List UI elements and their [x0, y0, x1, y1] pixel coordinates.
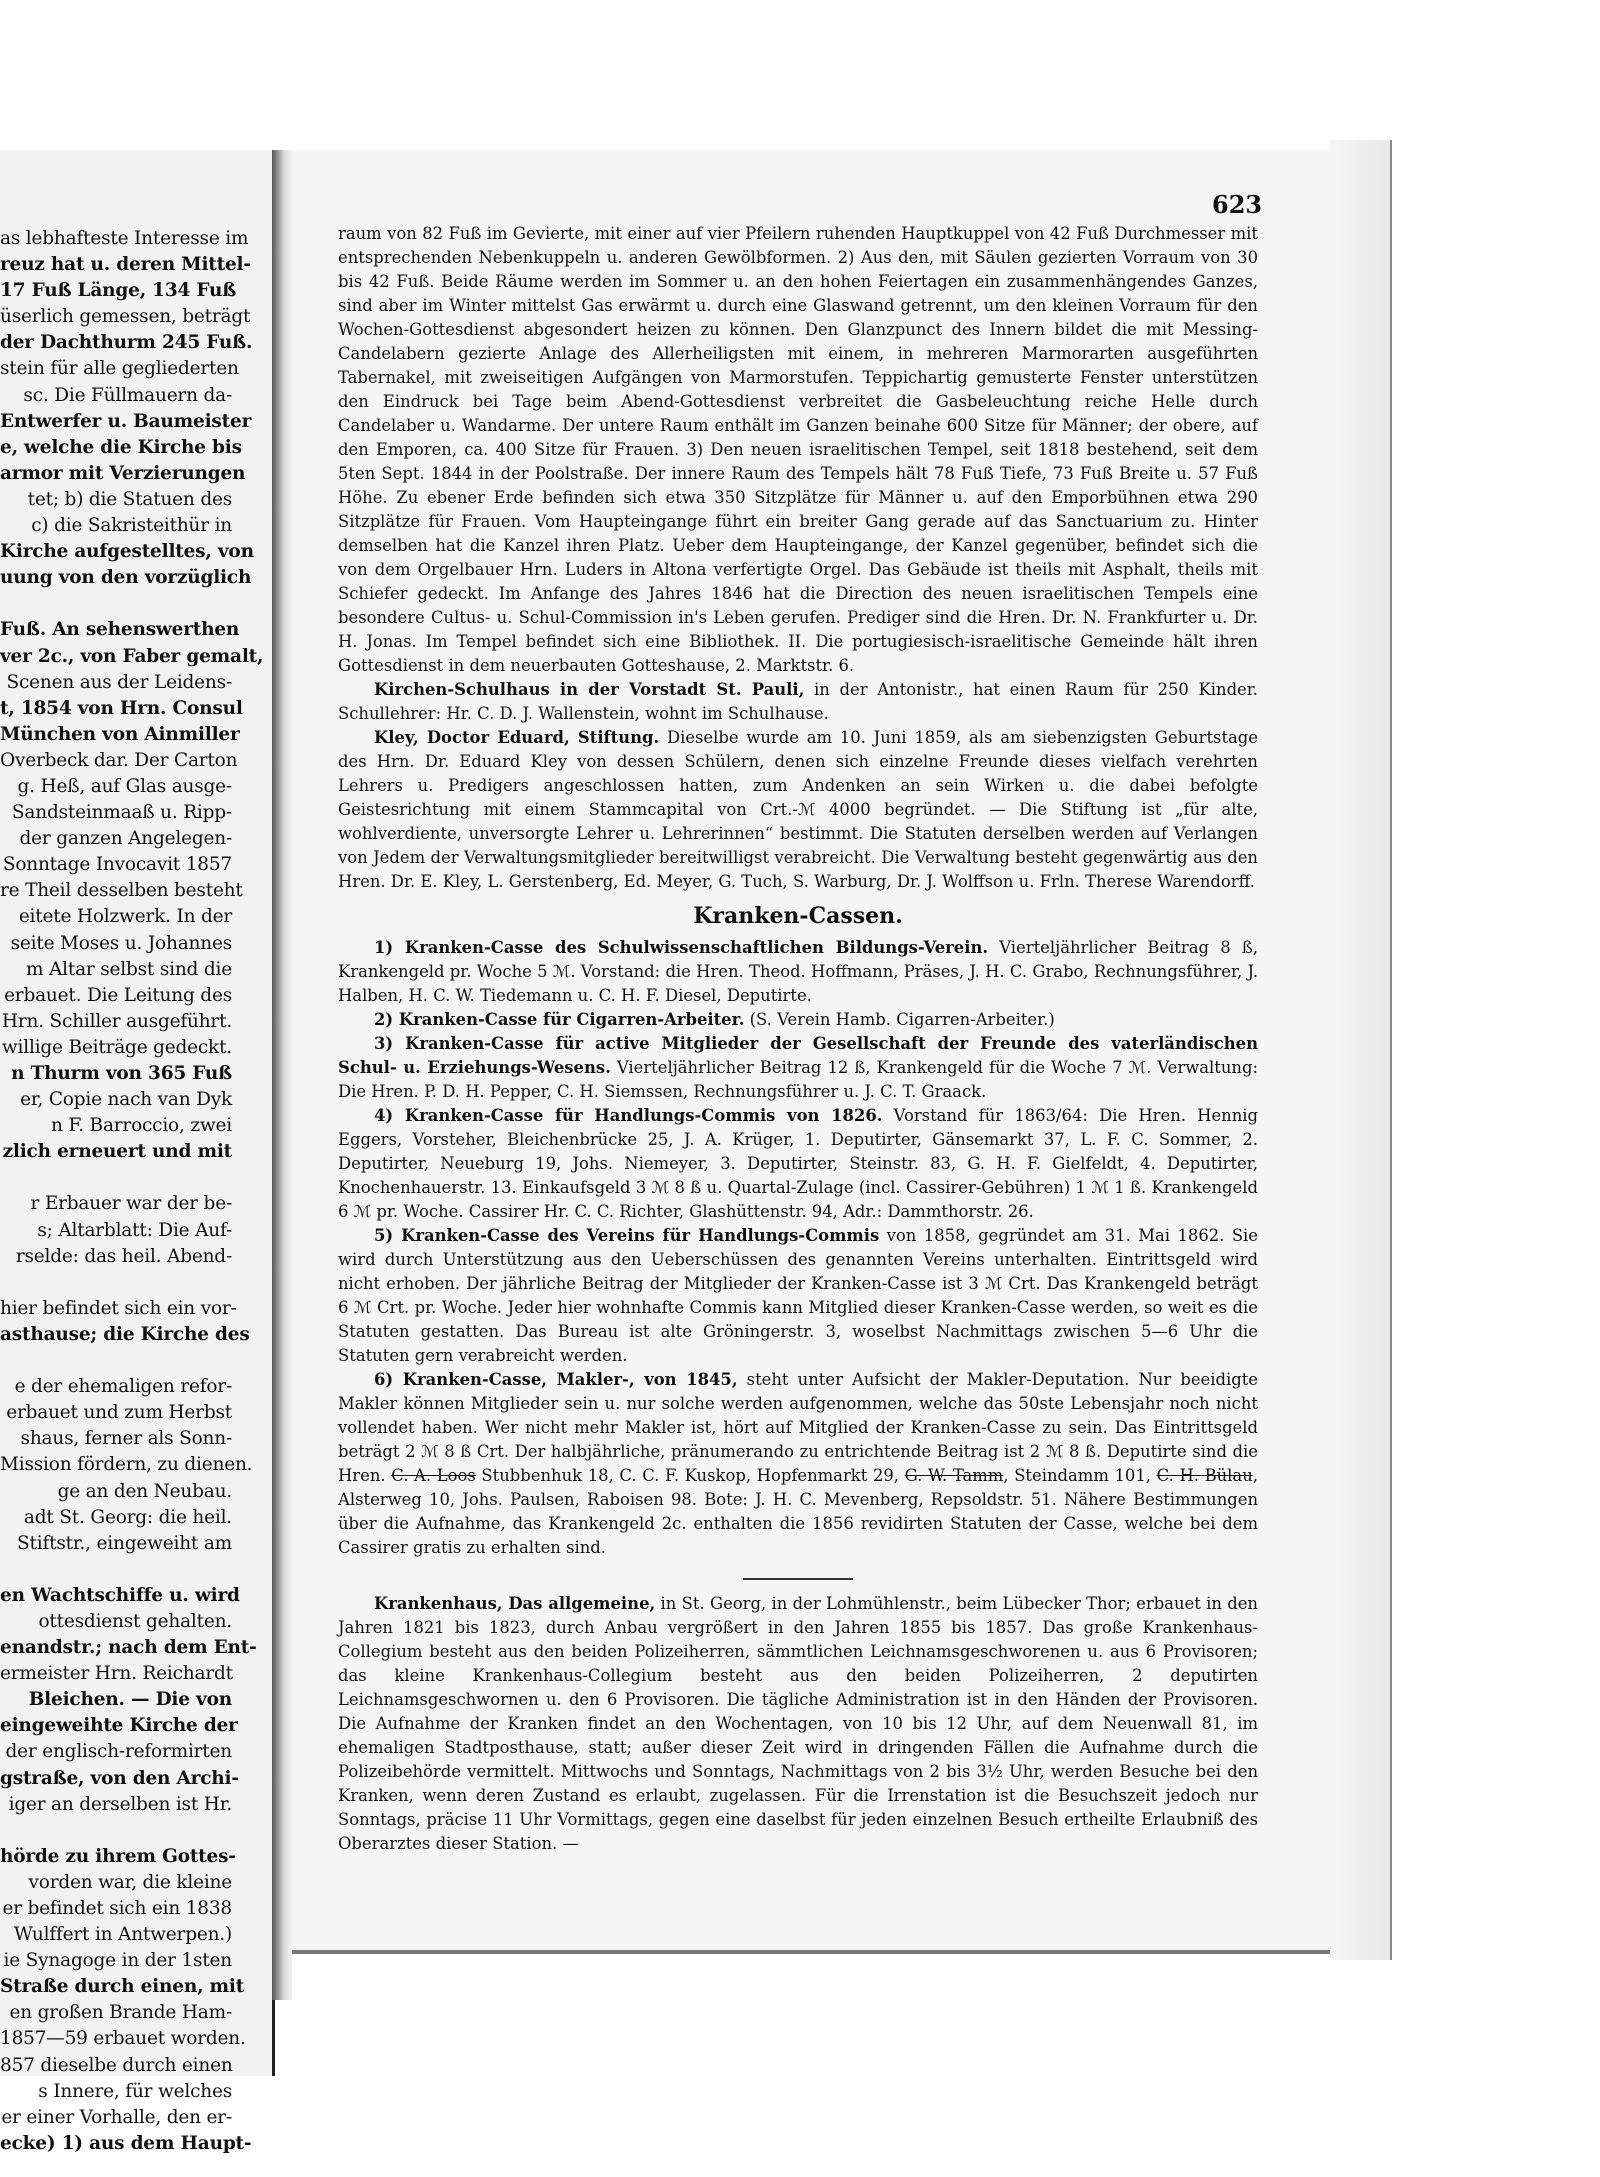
entry-text: von 1858, gegründet am 31. Mai 1862. Sie wird durch Unterstützung aus den Ueberschüssen des genannten Vereins unterhalten. Eintrittsgeld wird nicht erhoben. Der jährliche Beitrag der Mitglieder der Kranken-Casse ist 3 ℳ Crt. Das Krankengeld beträgt 6 ℳ Crt. pr. Woche. Jeder hier wohnhafte Commis kann Mitglied dieser Kranken-Casse werden, so weit es die Statuten gestatten. Das Bureau ist alte Gröningerstr. 3, woselbst Nachmittags zwischen 5—6 Uhr die Statuten gern verabreicht werden. [338, 1226, 1258, 1365]
left-column-line: armor mit Verzierungen [0, 462, 246, 484]
struck-name: C. A. Loos [391, 1466, 476, 1485]
entry-text: in der Antonistr., hat einen Raum für 250 Kinder. Schullehrer: Hr. C. D. J. Wallenstein, wohnt im Schulhause. [338, 680, 1259, 723]
left-column-line: ie Synagoge in der 1sten [3, 1950, 232, 1972]
left-column-line: der Dachthurm 245 Fuß. [0, 332, 253, 354]
left-column-line: er, Copie nach van Dyk [20, 1089, 232, 1111]
separator-rule [743, 1578, 853, 1580]
left-column-line: iger an derselben ist Hr. [8, 1793, 232, 1815]
left-column-line: en Wachtschiffe u. wird [0, 1584, 240, 1606]
entry-title: 2) Kranken-Casse für Cigarren-Arbeiter. [374, 1010, 745, 1029]
left-column-line: 17 Fuß Länge, 134 Fuß [0, 280, 237, 302]
kasse-4 [338, 1104, 1258, 1224]
page-number: 623 [1212, 190, 1263, 219]
left-column-line: tet; b) die Statuen des [27, 488, 232, 510]
entry-title: 1) Kranken-Casse des Schulwissenschaftlichen Bildungs-Verein. [374, 938, 989, 957]
left-column-line: er einer Vorhalle, den er- [1, 2106, 232, 2128]
paragraph-krankenhaus [338, 1592, 1258, 1856]
entry-title: 6) Kranken-Casse, Makler-, von 1845, [374, 1370, 738, 1389]
left-column-line [0, 1270, 272, 1296]
left-page-fragment [0, 150, 275, 2154]
paragraph-synagogue: raum von 82 Fuß im Gevierte, mit einer auf vier Pfeilern ruhenden Hauptkuppel von 42 Fuß Durchmesser mit entsprechenden Nebenkuppeln u. anderen Gewölbformen. 2) Aus den, mit Säulen gezierten Vorraum von 30 bis 42 Fuß. Beide Räume werden im Sommer u. an den hohen Feiertagen ein zusammenhängendes Ganzes, sind aber im Winter mittelst Gas erwärmt u. durch eine Glaswand getrennt, um den kleinen Vorraum für den Wochen-Gottesdienst abgesondert heizen zu können. Den Glanzpunct des Innern bildet die mit Messing-Candelabern gezierte Anlage des Allerheiligsten mit einem, in mehreren Marmorarten ausgeführten Tabernakel, mit zweiseitigen Aufgängen von Marmorstufen. Teppichartig gemusterte Fenster unterstützen den Eindruck bei Tage beim Abend-Gottesdienst verbreitet die Gasbeleuchtung reiche Helle durch Candelaber u. Wandarme. Der untere Raum enthält im Ganzen beinahe 600 Sitze für Männer; der obere, auf den Emporen, ca. 400 Sitze für Frauen. 3) Den neuen israelitischen Tempel, seit 1818 bestehend, seit dem 5ten Sept. 1844 in der Poolstraße. Der innere Raum des Tempels hält 78 Fuß Tiefe, 73 Fuß Breite u. 57 Fuß Höhe. Zu ebener Erde befinden sich etwa 350 Sitzplätze für Männer u. auf den Emporbühnen etwa 290 Sitzplätze für Frauen. Vom Haupteingange führt ein breiter Gang gerade auf das Sanctuarium zu. Hinter demselben hat die Kanzel ihren Platz. Ueber dem Haupteingange, der Kanzel gegenüber, befindet sich die von dem Orgelbauer Hrn. Luders in Altona verfertigte Orgel. Das Gebäude ist theils mit Asphalt, theils mit Schiefer gedeckt. Im Anfange des Jahres 1846 hat die Direction des neuen israelitischen Tempels eine besondere Cultus- u. Schul-Commission in's Leben gerufen. Prediger sind die Hren. Dr. N. Frankfurter u. Dr. H. Jonas. Im Tempel befindet sich eine Bibliothek. II. Die portugiesisch-israelitische Gemeinde hält ihren Gottesdienst in dem neuerbauten Gotteshause, 2. Marktstr. 6. [338, 224, 1258, 675]
section-title: Kranken-Cassen. [693, 903, 903, 929]
left-column-line: eitete Holzwerk. In der [18, 906, 232, 928]
page-content [338, 222, 1258, 1856]
left-column-line: gstraße, von den Archi- [0, 1767, 239, 1789]
entry-text: Stubbenhuk 18, C. C. F. Kuskop, Hopfenmarkt 29, [475, 1466, 900, 1485]
entry-text: Dieselbe wurde am 10. Juni 1859, als am siebenzigsten Geburtstage des Hrn. Dr. Eduard Kley von dessen Schülern, denen sich einzelne Freunde dieses vielfach verehrten Lehrers u. Predigers angeschlossen hatten, zum Andenken an sein Wirken u. die dabei befolgte Geistesrichtung mit einem Stammcapital von Crt.-ℳ 4000 begründet. — Die Stiftung ist „für alte, wohlverdiente, unversorgte Lehrer u. Lehrerinnen“ bestimmt. Die Statuten derselben werden auf Verlangen von Jedem der Verwaltungsmitglieder bereitwilligst verabreicht. Die Verwaltung besteht gegenwärtig aus den Hren. Dr. E. Kley, L. Gerstenberg, Ed. Meyer, G. Tuch, S. Warburg, Dr. J. Wolffson u. Frln. Therese Warendorff. [338, 728, 1259, 891]
left-column-line: ermeister Hrn. Reichardt [0, 1663, 233, 1685]
entry-text: , Alsterweg 10, Johs. Paulsen, Raboisen 98. Bote: J. H. C. Mevenberg, Repsoldstr. 51. Nähere Bestimmungen über die Aufnahme, das Krankengeld 2c. enthalten die 1856 revidirten Statuten der Casse, welche bei dem Cassirer gratis zu erhalten sind. [338, 1466, 1258, 1557]
left-column-line: as lebhafteste Interesse im [0, 228, 249, 249]
entry-text: , Steindamm 101, [1003, 1466, 1151, 1485]
left-column-line: asthause; die Kirche des [0, 1323, 250, 1345]
struck-name: G. W. Tamm [904, 1466, 1004, 1485]
left-column-line: stein für alle gegliederten [0, 358, 239, 380]
page-edge [1330, 140, 1392, 1960]
entry-title: Krankenhaus, Das allgemeine, [374, 1594, 656, 1613]
left-column-line [0, 1165, 272, 1191]
left-column-line: hörde zu ihrem Gottes- [0, 1845, 236, 1867]
left-column-line: r Erbauer war der be- [30, 1193, 232, 1215]
left-column-line [0, 1818, 272, 1844]
left-column-line: hier befindet sich ein vor- [0, 1297, 237, 1319]
paragraph-kirchen-schulhaus [338, 678, 1258, 726]
left-column-line: Entwerfer u. Baumeister [0, 410, 252, 432]
left-column-line: m Altar selbst sind die [25, 958, 232, 980]
left-column-line: enandstr.; nach dem Ent- [0, 1637, 257, 1659]
left-column-line: eingeweihte Kirche der [0, 1715, 238, 1737]
entry-text: Vierteljährlicher Beitrag 12 ß, Krankengeld für die Woche 7 ℳ. Verwaltung: Die Hren. P. D. H. Pepper, C. H. Siemssen, Rechnungsführer u. J. C. T. Graack. [338, 1058, 1258, 1101]
left-column-line: zlich erneuert und mit [2, 1141, 232, 1163]
left-column-line: en großen Brande Ham- [9, 2002, 232, 2024]
entry-text: in St. Georg, in der Lohmühlenstr., beim Lübecker Thor; erbauet in den Jahren 1821 bis 1823, durch Anbau vergrößert in den Jahren 1855 bis 1857. Das große Krankenhaus-Collegium besteht aus den beiden Polizeiherren, sämmtlichen Leichnamsgeschworenen u. aus 6 Provisoren; das kleine Krankenhaus-Collegium besteht aus den beiden Polizeiherren, 2 deputirten Leichnamsgeschwornen u. den 6 Provisoren. Die tägliche Administration ist in den Händen der Provisoren. Die Aufnahme der Kranken findet an den Wochentagen, von 10 bis 12 Uhr, auf dem Neuenwall 81, im ehemaligen Stadtposthause, statt; außer dieser Zeit wird in dringenden Fällen die Aufnahme durch die Polizeibehörde vermittelt. Mittwochs und Sonntags, Nachmittags von 2 bis 3½ Uhr, werden Besuche bei den Kranken, wenn deren Zustand es erlaubt, zugelassen. Für die Irrenstation ist die Besuchszeit jedoch nur Sonntags, präcise 11 Uhr Vormittags, gegen eine daselbst für jeden einzelnen Besuch ertheilte Erlaubniß des Oberarztes dieser Station. — [338, 1594, 1258, 1853]
left-column-line: Fuß. An sehenswerthen [0, 619, 240, 641]
book-gutter [272, 150, 292, 2000]
kasse-2 [338, 1008, 1258, 1032]
left-column-line: Mission fördern, zu dienen. [0, 1454, 253, 1476]
left-column-line: vorden war, die kleine [28, 1871, 232, 1893]
left-column-line: e, welche die Kirche bis [0, 436, 242, 458]
left-column-line: erbauet. Die Leitung des [4, 984, 232, 1006]
entry-title: Kirchen-Schulhaus in der Vorstadt St. Pauli, [374, 680, 805, 699]
left-column-line: re Theil desselben besteht [0, 880, 243, 902]
left-column-line: München von Ainmiller [0, 723, 240, 745]
entry-text: (S. Verein Hamb. Cigarren-Arbeiter.) [744, 1010, 1055, 1029]
left-column-line: Stiftstr., eingeweiht am [17, 1532, 232, 1554]
left-column-line: Straße durch einen, mit [0, 1976, 245, 1998]
left-column-line: reuz hat u. deren Mittel- [0, 254, 251, 276]
left-column-line: rselde: das heil. Abend- [15, 1245, 232, 1267]
left-column-line: sc. Die Füllmauern da- [23, 384, 232, 406]
left-column-line: ver 2c., von Faber gemalt, [0, 645, 264, 667]
left-column-line: ge an den Neubau. [57, 1480, 232, 1502]
kasse-3 [338, 1032, 1258, 1104]
left-column-line: üserlich gemessen, beträgt [0, 306, 251, 328]
left-column-line: adt St. Georg: die heil. [23, 1506, 232, 1528]
kasse-1 [338, 936, 1258, 1008]
left-column-line: willige Beiträge gedeckt. [1, 1036, 232, 1058]
left-column-line: t, 1854 von Hrn. Consul [0, 697, 243, 719]
left-column-line: n F. Barroccio, zwei [51, 1115, 232, 1137]
left-column-line: g. Heß, auf Glas ausge- [17, 775, 232, 797]
left-column-line: shaus, ferner als Sonn- [20, 1428, 232, 1450]
left-column-line: Wulffert in Antwerpen.) [13, 1924, 232, 1946]
left-column-line: 1857—59 erbauet worden. [0, 2028, 246, 2050]
left-column-line: Kirche aufgestelltes, von [0, 541, 254, 563]
entry-text: Vorstand für 1863/64: Die Hren. Hennig Eggers, Vorsteher, Bleichenbrücke 25, J. A. Krüger, 1. Deputirter, Gänsemarkt 37, L. F. C. Sommer, 2. Deputirter, Neueburg 19, Johs. Niemeyer, 3. Deputirter, Steinstr. 83, G. H. F. Gielfeldt, 4. Deputirter, Knochenhauerstr. 13. Einkaufsgeld 3 ℳ 8 ß u. Quartal-Zulage (incl. Cassirer-Gebühren) 1 ℳ 1 ß. Krankengeld 6 ℳ pr. Woche. Cassirer Hr. C. C. Richter, Glashüttenstr. 94, Adr.: Dammthorstr. 26. [338, 1106, 1258, 1221]
kasse-5 [338, 1224, 1258, 1368]
left-column-line: Scenen aus der Leidens- [6, 671, 232, 693]
kasse-6 [338, 1368, 1258, 1560]
left-column-line: der ganzen Angelegen- [19, 828, 232, 850]
left-column-line: ecke) 1) aus dem Haupt- [0, 2132, 252, 2154]
left-column-line: c) die Sakristeithür in [31, 515, 232, 537]
left-column-line: ottesdienst gehalten. [38, 1610, 232, 1632]
entry-title: 3) Kranken-Casse für active Mitglieder der Gesellschaft der Freunde des vaterländischen Schul- u. Erziehungs-Wesens. [338, 1034, 1258, 1077]
left-column-line: s; Altarblatt: Die Auf- [37, 1219, 232, 1241]
entry-text: steht unter Aufsicht der Makler-Deputation. Nur beeidigte Makler können Mitglieder sein u. nur solche werden aufgenommen, welche das 50ste Lebensjahr noch nicht vollendet haben. Wer nicht mehr Makler ist, hört auf Mitglied der Kranken-Casse zu sein. Das Eintrittsgeld beträgt 2 ℳ 8 ß Crt. Der halbjährliche, pränumerando zu entrichtende Beitrag ist 2 ℳ 8 ß. Deputirte sind die Hren. [338, 1370, 1258, 1485]
left-column-line [0, 591, 272, 617]
entry-title: 4) Kranken-Casse für Handlungs-Commis von 1826. [374, 1106, 883, 1125]
left-column-line: uung von den vorzüglich [0, 567, 252, 589]
left-column-line [0, 1348, 272, 1374]
entry-text: Vierteljährlicher Beitrag 8 ß, Krankengeld pr. Woche 5 ℳ. Vorstand: die Hren. Theod. Hoffmann, Präses, J. H. C. Grabo, Rechnungsführer, J. Halben, H. C. W. Tiedemann u. C. H. F. Diesel, Deputirte. [338, 938, 1258, 1005]
struck-name: C. H. Bülau [1156, 1466, 1253, 1485]
left-column-line: der englisch-reformirten [5, 1741, 232, 1763]
left-column-line [0, 1557, 272, 1583]
left-column-line: seite Moses u. Johannes [10, 932, 232, 954]
entry-title: Kley, Doctor Eduard, Stiftung. [374, 728, 660, 747]
left-column-line: Sonntage Invocavit 1857 [2, 854, 232, 876]
left-column-line: s Innere, für welches [38, 2080, 232, 2102]
left-column-line: Bleichen. — Die von [28, 1689, 232, 1711]
paragraph-kley-stiftung [338, 726, 1258, 894]
left-column-line: e der ehemaligen refor- [14, 1376, 232, 1398]
left-column-line: erbauet und zum Herbst [6, 1402, 232, 1424]
left-column-line: n Thurm von 365 Fuß [11, 1063, 232, 1084]
left-column-line: er befindet sich ein 1838 [2, 1898, 232, 1919]
left-column-line: Overbeck dar. Der Carton [0, 749, 238, 771]
left-column-line: 857 dieselbe durch einen [0, 2054, 233, 2076]
left-column-line: Hrn. Schiller ausgeführt. [1, 1010, 232, 1032]
entry-title: 5) Kranken-Casse des Vereins für Handlungs-Commis [374, 1226, 880, 1245]
left-column-line: Sandsteinmaaß u. Ripp- [11, 802, 232, 824]
